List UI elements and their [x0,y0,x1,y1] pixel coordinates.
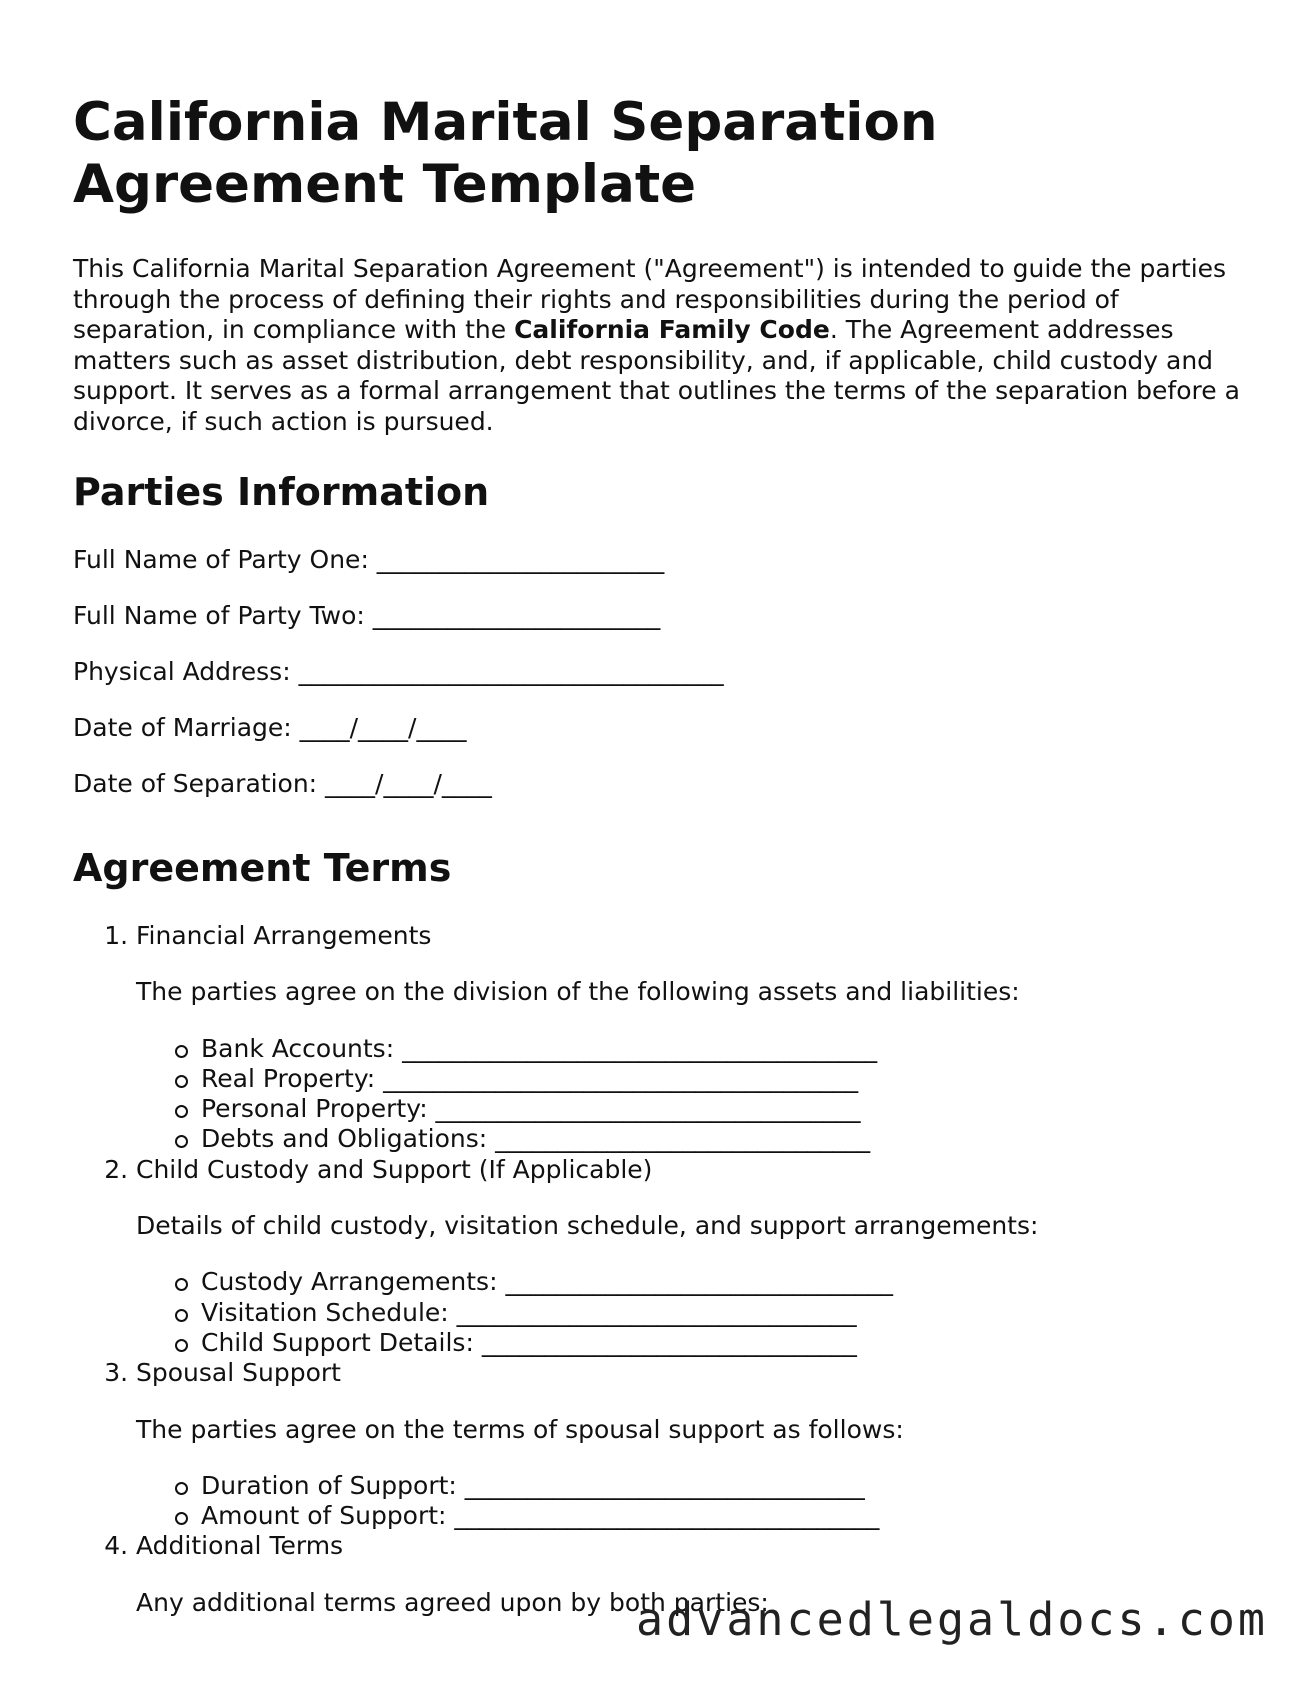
physical-address-field[interactable]: Physical Address: __________________________________ [73,657,724,686]
subitem-list [136,1034,1243,1155]
duration-of-support-field[interactable]: Duration of Support: ________________________________ [201,1471,1243,1501]
amount-of-support-field[interactable]: Amount of Support: __________________________________ [201,1501,1243,1531]
intro-text-end: . The Agreement addresses matters such as asset distribution, debt responsibility, and, if applicable, child custody and support. It serves as a formal arrangement that outlines the terms of the separation before a divorce, if such action is pursued. [73,315,1240,436]
personal-property-field[interactable]: Personal Property: __________________________________ [201,1094,1243,1124]
bank-accounts-field[interactable]: Bank Accounts: ______________________________________ [201,1034,1243,1064]
term-description: Details of child custody, visitation schedule, and support arrangements: [136,1211,1039,1241]
intro-text-start: This California Marital Separation Agreement ("Agreement") is intended to guide the parties through the process of defining their rights and responsibilities during the period of separation, in compliance with the [73,254,1227,344]
term-title: 3. Spousal Support [136,1358,341,1388]
custody-arrangements-field[interactable]: Custody Arrangements: _______________________________ [201,1267,1243,1297]
term-description: Any additional terms agreed upon by both parties: [136,1587,769,1617]
child-support-details-field[interactable]: Child Support Details: ______________________________ [201,1328,1243,1358]
term-title: 1. Financial Arrangements [136,921,432,950]
term-spousal-support [136,1358,1243,1531]
term-title: 4. Additional Terms [136,1531,344,1561]
party-two-name-field[interactable]: Full Name of Party Two: _______________________ [73,601,661,630]
term-title: 2. Child Custody and Support (If Applicable) [136,1154,653,1184]
subitem-list [136,1267,1243,1358]
date-of-separation-field[interactable]: Date of Separation: ____/____/____ [73,769,492,798]
term-financial [136,921,1243,1155]
document-page [73,92,1243,1644]
terms-heading: Agreement Terms [73,846,452,890]
term-child-custody [136,1155,1243,1358]
intro-paragraph [73,254,1243,437]
term-description: The parties agree on the division of the following assets and liabilities: [136,977,1020,1007]
subitem-list [136,1471,1243,1532]
date-of-marriage-field[interactable]: Date of Marriage: ____/____/____ [73,713,467,742]
party-one-name-field[interactable]: Full Name of Party One: _______________________ [73,545,665,574]
watermark-text: advancedlegaldocs.com [636,1593,1268,1646]
intro-bold-code: California Family Code [514,315,830,344]
terms-list [73,921,1243,1618]
visitation-schedule-field[interactable]: Visitation Schedule: ________________________________ [201,1298,1243,1328]
term-description: The parties agree on the terms of spousal support as follows: [136,1414,904,1444]
debts-obligations-field[interactable]: Debts and Obligations: ______________________________ [201,1124,1243,1154]
parties-heading: Parties Information [73,470,490,514]
document-title: California Marital Separation Agreement Template [73,92,938,215]
real-property-field[interactable]: Real Property: ______________________________________ [201,1064,1243,1094]
